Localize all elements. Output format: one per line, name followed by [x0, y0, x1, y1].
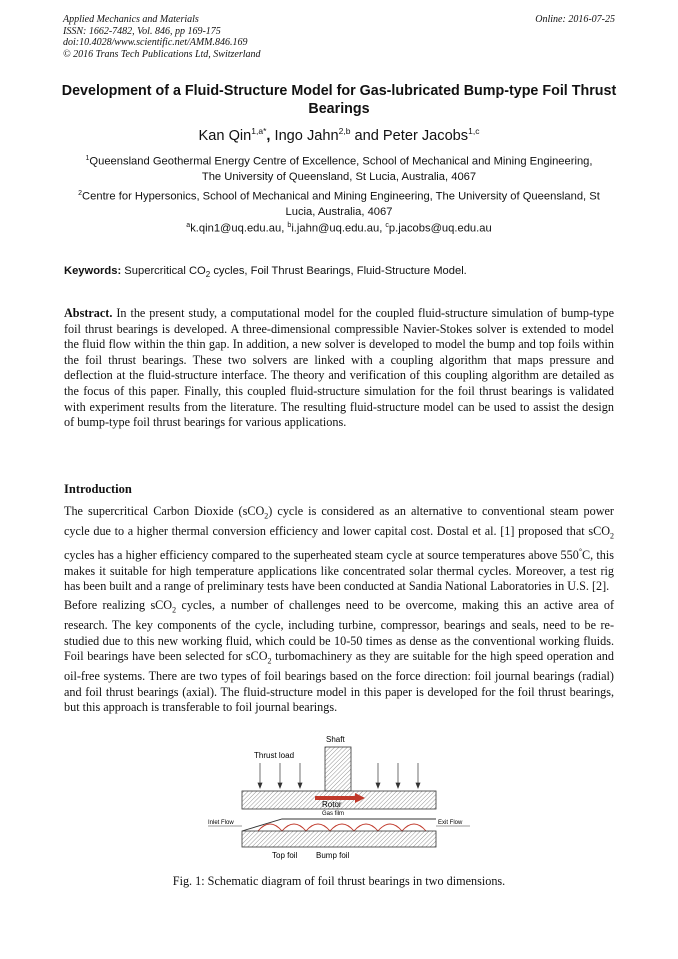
subscript: 2	[610, 531, 614, 541]
email-sup: a	[186, 222, 191, 229]
intro-paragraph-2	[64, 598, 614, 716]
journal-name: Applied Mechanics and Materials	[63, 14, 199, 25]
text-run: Before realizing sCO	[64, 598, 173, 612]
author-name: Kan Qin	[198, 127, 252, 144]
affiliation-text: Centre for Hypersonics, School of Mechanical and Mining Engineering, The University of Queensland, St Lucia, Australia, 4067	[82, 190, 600, 219]
top-foil-shape	[242, 819, 436, 831]
abstract	[64, 306, 614, 431]
subscript: 2	[172, 605, 177, 615]
abstract-label: Abstract.	[64, 306, 113, 320]
top-foil-label: Top foil	[272, 851, 298, 860]
text-run: turbomachinery as they are suitable for the high speed operation and oil-free systems. There are two types of foil bearings based on the force direction: foil journal bearings (radial) and foil thrust bearings (axial). The fluid-structure model in this paper is developed for the foil thrust bearings, but this approach is transferable to foil journal bearings.	[64, 649, 614, 715]
keywords-text: Supercritical CO	[121, 265, 206, 277]
author-sup: 1,c	[468, 126, 480, 136]
author-list	[0, 126, 678, 144]
email-link[interactable]: p.jacobs@uq.edu.au	[388, 222, 492, 235]
bump-foil-label: Bump foil	[316, 851, 350, 860]
figure-caption: Fig. 1: Schematic diagram of foil thrust bearings in two dimensions.	[172, 874, 506, 888]
keywords-sub: 2	[205, 270, 211, 280]
keywords-text: cycles, Foil Thrust Bearings, Fluid-Structure Model.	[210, 265, 467, 277]
affiliation-2	[75, 186, 603, 221]
shaft-shape	[325, 747, 351, 791]
degree-sign: °	[578, 547, 583, 557]
subscript: 2	[264, 511, 269, 521]
author-name: Peter Jacobs	[382, 127, 469, 144]
keywords	[64, 265, 614, 279]
gas-film-label: Gas film	[322, 811, 345, 817]
intro-paragraph-1	[64, 504, 614, 595]
doi: doi:10.4028/www.scientific.net/AMM.846.169	[63, 37, 248, 48]
author-separator: ,	[266, 127, 275, 144]
email-sup: b	[287, 222, 292, 229]
text-run: C, this makes it suitable for high temperature applications like concentrated solar thermal cycles. Moreover, a test rig has been built and a range of preliminary tests have been conducted at Sandia National Laboratories in U.S. [2].	[64, 548, 614, 594]
keywords-label: Keywords:	[64, 265, 122, 277]
email-list	[0, 222, 678, 235]
text-run: ) cycle is considered as an alternative to conventional steam power cycle due to a higher thermal conversion efficiency and lower capital cost. Dostal et al. [1] proposed that sCO	[64, 504, 614, 539]
subscript: 2	[267, 656, 272, 666]
author-separator: and	[350, 127, 383, 144]
affiliation-sup: 2	[78, 190, 83, 197]
author-name: Ingo Jahn	[274, 127, 339, 144]
online-date: Online: 2016-07-25	[535, 14, 615, 25]
paper-title: Development of a Fluid-Structure Model for Gas-lubricated Bump-type Foil Thrust Bearings	[61, 83, 617, 117]
shaft-label: Shaft	[326, 735, 345, 744]
affiliation-sup: 1	[85, 155, 90, 162]
section-heading-introduction: Introduction	[64, 482, 132, 496]
inlet-flow-label: Inlet Flow	[208, 820, 234, 826]
affiliation-1	[75, 151, 603, 186]
author-sup: 2,b	[338, 126, 351, 136]
text-run: cycles, a number of challenges need to be overcome, making this an active area of research. The key components of the cycle, including turbine, compressor, bearings and seals, need to be re-studied due to this new working fluid, which could be 10-50 times as dense as the conventional working fluids. Foil bearings have been selected for sCO	[64, 598, 614, 664]
copyright: © 2016 Trans Tech Publications Ltd, Switzerland	[63, 48, 261, 60]
thrust-load-label: Thrust load	[254, 751, 295, 760]
email-separator: ,	[379, 222, 386, 235]
affiliation-text: Queensland Geothermal Energy Centre of Excellence, School of Mechanical and Mining Engineering, The University of Queensland, St Lucia, Australia, 4067	[89, 155, 593, 184]
bump-foil-shape	[258, 824, 426, 831]
email-separator: ,	[281, 222, 288, 235]
issn: ISSN: 1662-7482, Vol. 846, pp 169-175	[63, 25, 221, 37]
email-link[interactable]: k.qin1@uq.edu.au	[190, 222, 282, 235]
abstract-text: In the present study, a computational model for the coupled fluid-structure simulation of bump-type foil thrust bearings is developed. A three-dimensional compressible Navier-Stokes solver is extended to model the fluid flow within the thin gap. In addition, a new solver is developed to model the bump and top foils within the foil thrust bearings. These two solvers are linked with a coupling algorithm that maps pressure and deflection at the fluid-structure interface. The theory and verification of this coupling algorithm are detailed as the focus of this paper. Finally, this coupled fluid-structure simulation for the foil thrust bearings is validated with experiment results from the literature. The resulting fluid-structure model can be used to assist the design of bump-type foil thrust bearings for various applications.	[64, 306, 614, 430]
figure-foil-bearing-diagram	[200, 733, 478, 863]
base-plate-shape	[242, 831, 436, 847]
text-run: The supercritical Carbon Dioxide (sCO	[64, 504, 265, 518]
email-link[interactable]: i.jahn@uq.edu.au	[291, 222, 380, 235]
exit-flow-label: Exit Flow	[438, 820, 463, 826]
email-sup: c	[385, 222, 389, 229]
rotor-label: Rotor	[322, 800, 342, 809]
page-header	[63, 14, 615, 60]
text-run: cycles has a higher efficiency compared to the superheated steam cycle at source temperatures above 550	[64, 548, 579, 563]
author-sup: 1,a*	[251, 126, 267, 136]
